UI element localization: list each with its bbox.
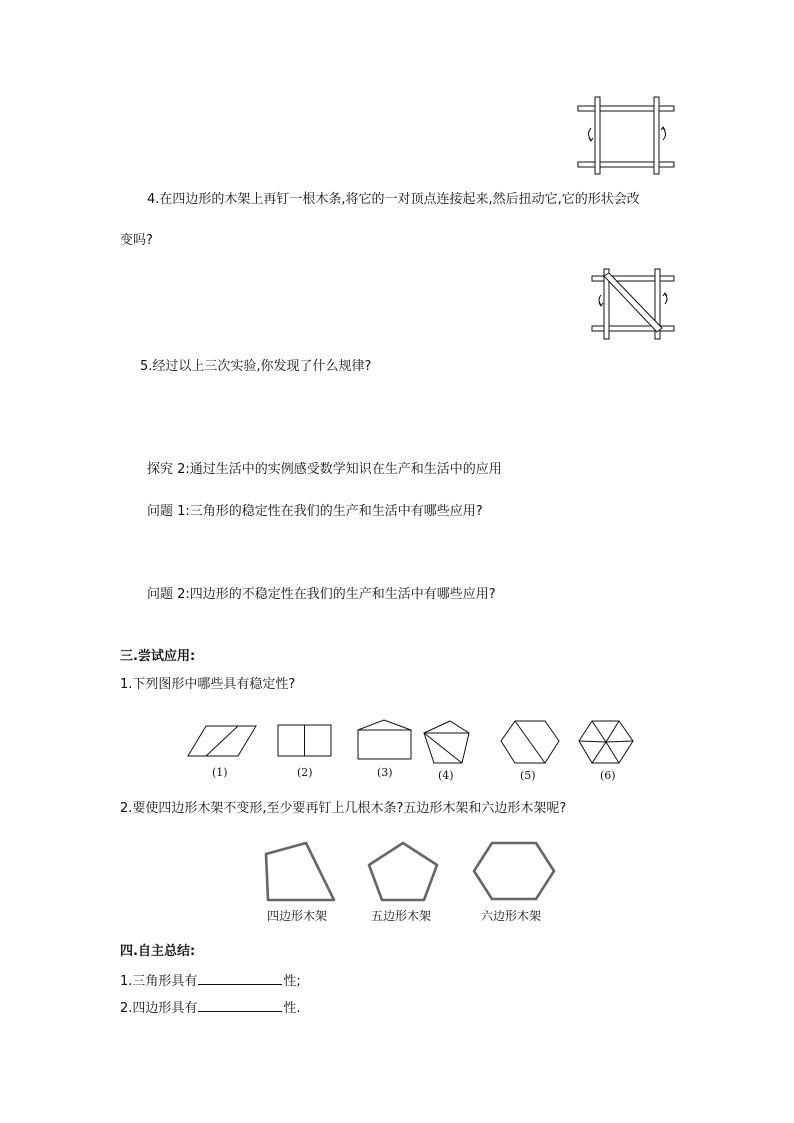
figure-2-rectangle — [277, 724, 333, 758]
figure-5-label: (5) — [520, 769, 536, 782]
summary-item-1-prefix: 1.三角形具有 — [120, 974, 198, 989]
pentagon-frame-caption: 五边形木架 — [371, 909, 432, 923]
explore-2-question-2: 问题 2:四边形的不稳定性在我们的生产和生活中有哪些应用? — [147, 587, 496, 602]
square-wooden-frame-figure — [578, 96, 676, 176]
figure-3-label: (3) — [377, 766, 393, 779]
figure-3-house-shape — [357, 719, 413, 761]
summary-item-2 — [120, 999, 301, 1017]
quadrilateral-frame-caption: 四边形木架 — [267, 909, 328, 923]
section-4-heading: 四.自主总结: — [120, 944, 196, 959]
section-3-question-1: 1.下列图形中哪些具有稳定性? — [120, 677, 296, 692]
quadrilateral-frame-figure — [262, 840, 338, 902]
question-4-line-1: 4.在四边形的木架上再钉一根木条,将它的一对顶点连接起来,然后扭动它,它的形状会改 — [147, 192, 640, 207]
summary-item-1 — [120, 972, 301, 990]
figure-2-label: (2) — [297, 766, 313, 779]
figure-4-pentagon — [421, 719, 473, 765]
hexagon-frame-caption: 六边形木架 — [481, 909, 542, 923]
figure-6-label: (6) — [600, 769, 616, 782]
hexagon-frame-figure — [470, 840, 558, 902]
explore-2-question-1: 问题 1:三角形的稳定性在我们的生产和生活中有哪些应用? — [147, 504, 483, 519]
braced-wooden-frame-figure — [592, 268, 676, 340]
figure-4-label: (4) — [438, 769, 454, 782]
explore-2-title: 探究 2:通过生活中的实例感受数学知识在生产和生活中的应用 — [147, 462, 502, 477]
section-3-question-2: 2.要使四边形木架不变形,至少要再钉上几根木条?五边形木架和六边形木架呢? — [120, 801, 567, 816]
figure-5-hexagon — [499, 719, 561, 765]
summary-item-1-suffix: 性; — [283, 974, 301, 989]
pentagon-frame-figure — [366, 840, 440, 902]
section-3-heading: 三.尝试应用: — [120, 649, 196, 664]
question-4-line-2: 变吗? — [120, 233, 153, 248]
figure-1-label: (1) — [212, 766, 228, 779]
summary-item-2-suffix: 性. — [283, 1001, 301, 1016]
figure-6-hexagon-with-center — [577, 719, 635, 765]
fill-in-blank-1[interactable] — [198, 972, 282, 985]
question-5: 5.经过以上三次实验,你发现了什么规律? — [140, 359, 372, 374]
fill-in-blank-2[interactable] — [198, 999, 282, 1012]
figure-1-parallelogram — [188, 724, 258, 758]
summary-item-2-prefix: 2.四边形具有 — [120, 1001, 198, 1016]
